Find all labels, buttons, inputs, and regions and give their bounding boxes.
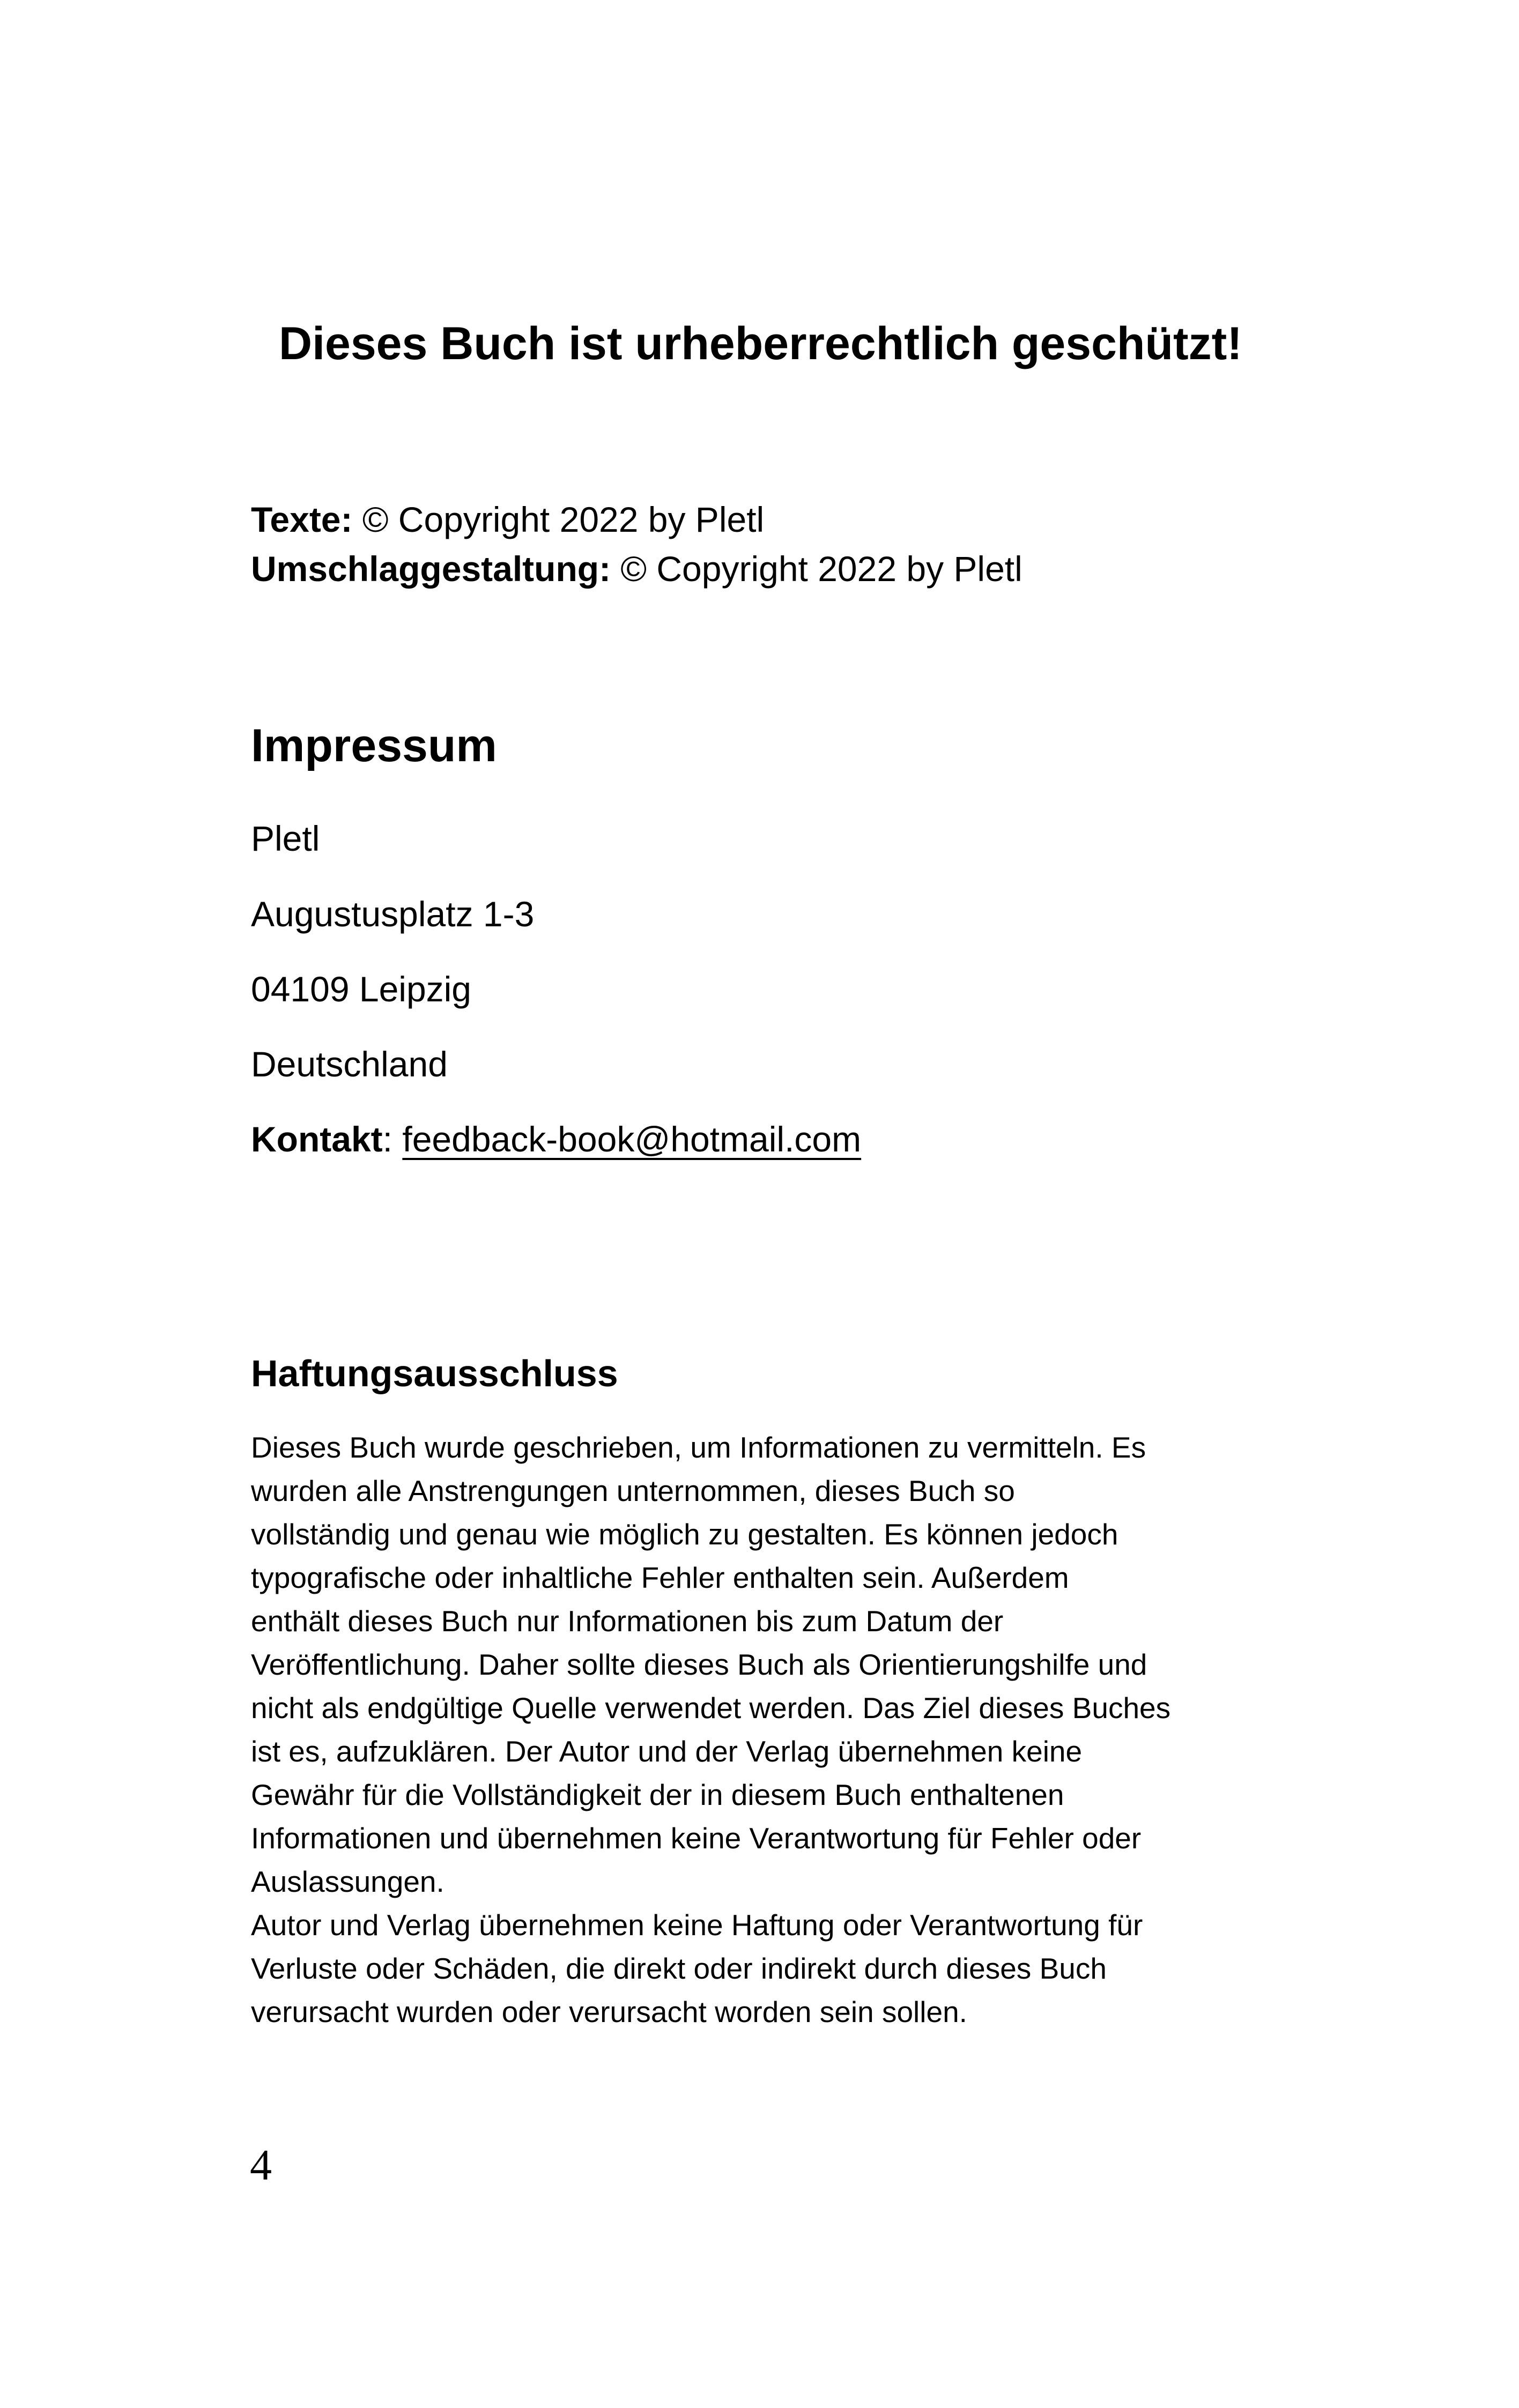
credit-texts-label: Texte: [251,500,353,539]
copyright-heading: Dieses Buch ist urheberrechtlich geschützt! [279,318,1242,369]
credit-texts-value: © Copyright 2022 by Pletl [352,500,765,539]
contact-label: Kontakt [251,1119,383,1159]
disclaimer-line: Veröffentlichung. Daher sollte dieses Buch als Orientierungshilfe und [251,1648,1147,1681]
disclaimer-text [251,1426,1170,2034]
disclaimer-line: verursacht wurden oder verursacht worden sein sollen. [251,1995,967,2028]
disclaimer-line: Verluste oder Schäden, die direkt oder indirekt durch dieses Buch [251,1952,1107,1985]
impressum-country: Deutschland [251,1044,448,1084]
disclaimer-heading: Haftungsausschluss [251,1352,618,1394]
disclaimer-line: ist es, aufzuklären. Der Autor und der Verlag übernehmen keine [251,1735,1083,1768]
credit-cover-label: Umschlaggestaltung: [251,549,611,589]
disclaimer-line: enthält dieses Buch nur Informationen bis zum Datum der [251,1604,1004,1638]
credit-cover-value: © Copyright 2022 by Pletl [611,549,1022,589]
disclaimer-line: wurden alle Anstrengungen unternommen, dieses Buch so [251,1474,1015,1507]
disclaimer-line: Autor und Verlag übernehmen keine Haftung oder Verantwortung für [251,1908,1143,1942]
credit-texts [251,499,764,541]
impressum-contact [251,1118,861,1161]
disclaimer-line: Gewähr für die Vollständigkeit der in diesem Buch enthaltenen [251,1778,1064,1811]
impressum-heading: Impressum [251,720,497,771]
disclaimer-line: Informationen und übernehmen keine Verantwortung für Fehler oder [251,1822,1142,1855]
page-number: 4 [250,2141,272,2189]
impressum-city: 04109 Leipzig [251,969,472,1009]
contact-email-link[interactable]: feedback-book@hotmail.com [402,1119,862,1159]
disclaimer-line: Dieses Buch wurde geschrieben, um Informationen zu vermitteln. Es [251,1431,1146,1464]
contact-separator: : [382,1119,403,1159]
disclaimer-line: Auslassungen. [251,1865,444,1898]
impressum-name: Pletl [251,819,320,858]
disclaimer-line: nicht als endgültige Quelle verwendet werden. Das Ziel dieses Buches [251,1691,1171,1725]
credit-cover [251,548,1022,590]
disclaimer-line: typografische oder inhaltliche Fehler enthalten sein. Außerdem [251,1561,1069,1594]
disclaimer-line: vollständig und genau wie möglich zu gestalten. Es können jedoch [251,1518,1118,1551]
impressum-street: Augustusplatz 1-3 [251,894,535,934]
